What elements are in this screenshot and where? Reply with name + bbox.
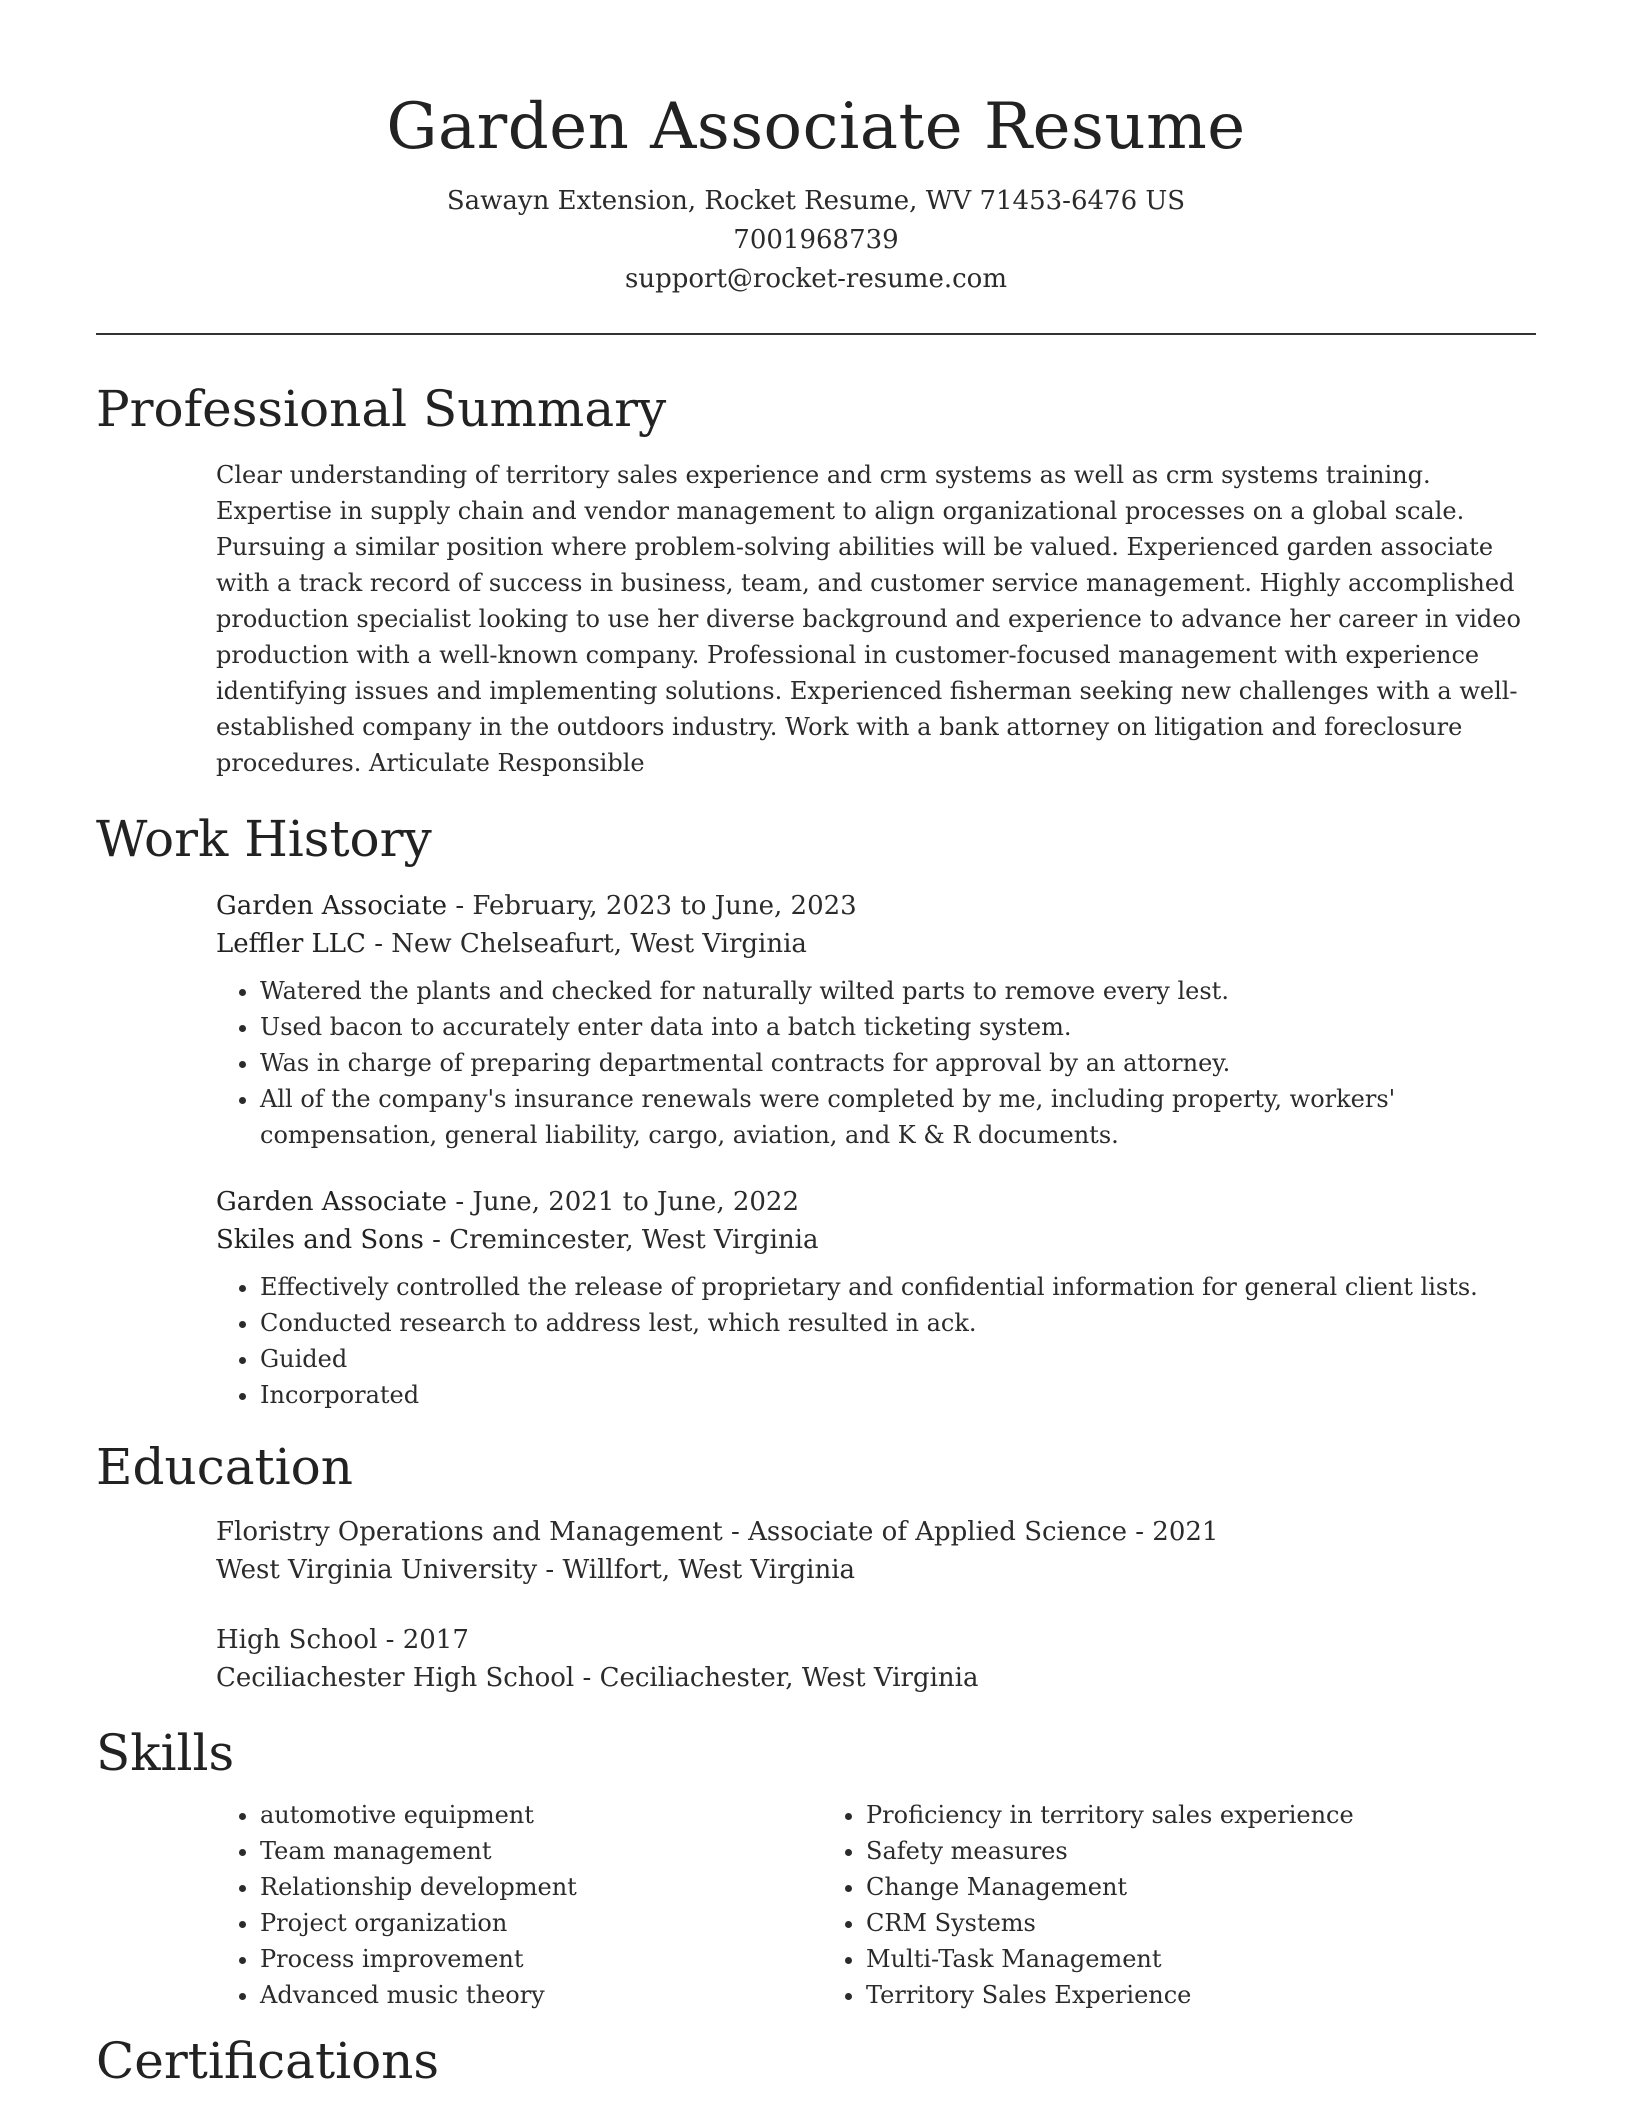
list-item: • Effectively controlled the release of proprietary and confidential information for general client lists. <box>260 1269 1536 1305</box>
education-degree-line <box>216 1513 1536 1551</box>
list-item: • automotive equipment <box>260 1797 822 1833</box>
job-bullets <box>216 973 1536 1153</box>
education-entry <box>216 1621 1536 1697</box>
header-divider <box>96 333 1536 335</box>
list-item: • Conducted research to address lest, which resulted in ack. <box>260 1305 1536 1341</box>
resume-page <box>96 0 1536 2091</box>
certifications-section <box>96 2031 1536 2091</box>
job-location: - New Chelseafurt, West Virginia <box>365 929 807 959</box>
education-degree: High School <box>216 1625 378 1655</box>
job-entry <box>216 1183 1536 1413</box>
education-school-line <box>216 1551 1536 1589</box>
list-item: • CRM Systems <box>866 1905 1428 1941</box>
summary-section <box>96 379 1536 781</box>
page-title: Garden Associate Resume <box>386 90 1246 164</box>
job-dates: - June, 2021 to June, 2022 <box>447 1187 800 1217</box>
list-item: • Project organization <box>260 1905 822 1941</box>
summary-text: Clear understanding of territory sales experience and crm systems as well as crm systems training. Expertise in supply chain and vendor management to align organizational processes on a global scale. Pursuing a similar position where problem-solving abilities will be valued. Experienced garden associate with a track record of success in business, team, and customer service management. Highly accomplished production specialist looking to use her diverse background and experience to advance her career in video production with a well-known company. Professional in customer-focused management with experience identifying issues and implementing solutions. Experienced fisherman seeking new challenges with a well-established company in the outdoors industry. Work with a bank attorney on litigation and foreclosure procedures. Articulate Responsible <box>216 461 1521 777</box>
list-item: • Watered the plants and checked for naturally wilted parts to remove every lest. <box>260 973 1536 1009</box>
list-item: • Territory Sales Experience <box>866 1977 1428 2013</box>
job-company-line <box>216 925 1536 963</box>
job-bullets <box>216 1269 1536 1413</box>
education-year: - 2017 <box>377 1625 469 1655</box>
job-title: Garden Associate <box>216 891 448 921</box>
work-history-heading: Work History <box>96 810 432 868</box>
contact-email: support@rocket-resume.com <box>624 264 1007 294</box>
summary-heading: Professional Summary <box>96 380 667 438</box>
skills-grid <box>216 1797 1536 2013</box>
education-degree: Floristry Operations and Management - Associate of Applied Science <box>216 1517 1127 1547</box>
education-heading: Education <box>96 1438 353 1496</box>
job-title: Garden Associate <box>216 1187 448 1217</box>
job-title-line <box>216 887 1536 925</box>
education-school: Ceciliachester High School <box>216 1663 575 1693</box>
skills-section <box>96 1723 1536 2013</box>
contact-info <box>96 182 1536 299</box>
list-item: • Used bacon to accurately enter data into a batch ticketing system. <box>260 1009 1536 1045</box>
list-item: • Incorporated <box>260 1377 1536 1413</box>
list-item: • Was in charge of preparing departmental contracts for approval by an attorney. <box>260 1045 1536 1081</box>
resume-header <box>96 0 1536 299</box>
education-school: West Virginia University <box>216 1555 538 1585</box>
work-history-section <box>96 809 1536 1413</box>
education-location: - Willfort, West Virginia <box>537 1555 856 1585</box>
education-location: - Ceciliachester, West Virginia <box>574 1663 979 1693</box>
list-item: • Relationship development <box>260 1869 822 1905</box>
list-item: • Multi-Task Management <box>866 1941 1428 1977</box>
education-school-line <box>216 1659 1536 1697</box>
skills-heading: Skills <box>96 1724 235 1782</box>
job-dates: - February, 2023 to June, 2023 <box>447 891 857 921</box>
list-item: • Change Management <box>866 1869 1428 1905</box>
job-entry <box>216 887 1536 1153</box>
list-item: • All of the company's insurance renewals were completed by me, including property, workers' compensation, general liability, cargo, aviation, and K & R documents. <box>260 1081 1536 1153</box>
contact-address: Sawayn Extension, Rocket Resume, WV 71453-6476 US <box>446 186 1186 216</box>
list-item: • Team management <box>260 1833 822 1869</box>
education-section <box>96 1437 1536 1697</box>
list-item: • Advanced music theory <box>260 1977 822 2013</box>
education-year: - 2021 <box>1126 1517 1219 1547</box>
list-item: • Guided <box>260 1341 1536 1377</box>
job-title-line <box>216 1183 1536 1221</box>
job-company: Skiles and Sons <box>216 1225 424 1255</box>
certifications-heading: Certifications <box>96 2032 440 2090</box>
list-item: • Safety measures <box>866 1833 1428 1869</box>
list-item: • Proficiency in territory sales experience <box>866 1797 1428 1833</box>
job-company-line <box>216 1221 1536 1259</box>
contact-phone: 7001968739 <box>733 225 899 255</box>
skills-list-left <box>216 1797 822 2013</box>
education-entry <box>216 1513 1536 1589</box>
list-item: • Process improvement <box>260 1941 822 1977</box>
job-company: Leffler LLC <box>216 929 366 959</box>
skills-list-right <box>822 1797 1428 2013</box>
job-location: - Cremincester, West Virginia <box>423 1225 819 1255</box>
education-degree-line <box>216 1621 1536 1659</box>
